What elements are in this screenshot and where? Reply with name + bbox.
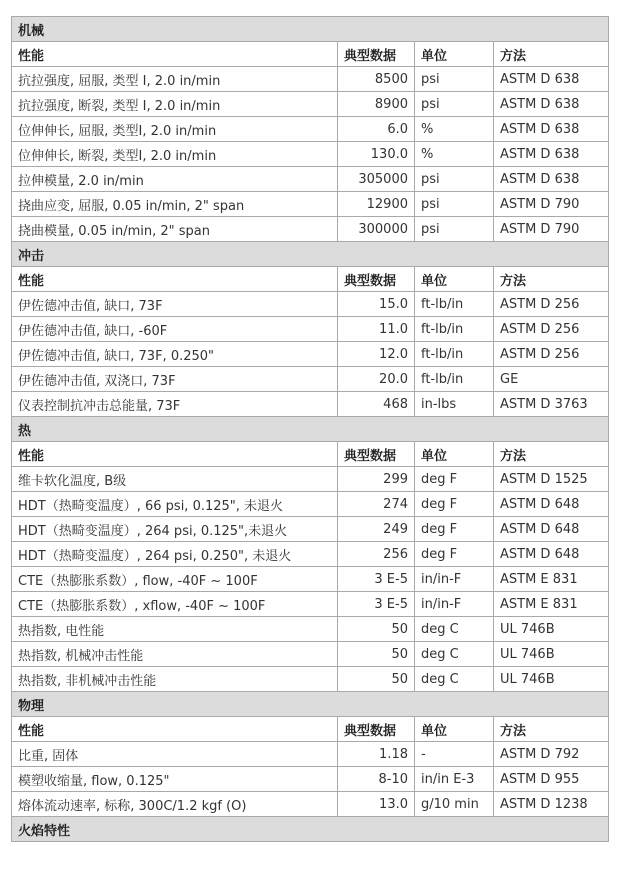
table-row xyxy=(12,67,609,92)
unit-cell: deg F xyxy=(415,492,494,517)
property-cell: HDT（热畸变温度）, 66 psi, 0.125", 未退火 xyxy=(12,492,338,517)
property-cell: 伊佐德冲击值, 双浇口, 73F xyxy=(12,367,338,392)
method-cell: GE xyxy=(494,367,609,392)
property-cell: 挠曲应变, 屈服, 0.05 in/min, 2" span xyxy=(12,192,338,217)
unit-cell: ft-lb/in xyxy=(415,342,494,367)
column-header-typical-value: 典型数据 xyxy=(338,267,415,292)
unit-cell: psi xyxy=(415,217,494,242)
value-cell: 15.0 xyxy=(338,292,415,317)
unit-cell: deg F xyxy=(415,517,494,542)
unit-cell: ft-lb/in xyxy=(415,367,494,392)
unit-cell: - xyxy=(415,742,494,767)
column-header-typical-value: 典型数据 xyxy=(338,442,415,467)
property-cell: 熔体流动速率, 标称, 300C/1.2 kgf (O) xyxy=(12,792,338,817)
property-cell: HDT（热畸变温度）, 264 psi, 0.125",未退火 xyxy=(12,517,338,542)
unit-cell: g/10 min xyxy=(415,792,494,817)
table-row xyxy=(12,167,609,192)
property-cell: 位伸伸长, 屈服, 类型I, 2.0 in/min xyxy=(12,117,338,142)
property-cell: 热指数, 机械冲击性能 xyxy=(12,642,338,667)
property-cell: 位伸伸长, 断裂, 类型I, 2.0 in/min xyxy=(12,142,338,167)
method-cell: ASTM D 955 xyxy=(494,767,609,792)
method-cell: ASTM E 831 xyxy=(494,567,609,592)
table-row xyxy=(12,667,609,692)
unit-cell: ft-lb/in xyxy=(415,292,494,317)
property-cell: 挠曲模量, 0.05 in/min, 2" span xyxy=(12,217,338,242)
method-cell: ASTM D 638 xyxy=(494,92,609,117)
column-header-unit: 单位 xyxy=(415,42,494,67)
method-cell: ASTM D 638 xyxy=(494,142,609,167)
unit-cell: in/in-F xyxy=(415,592,494,617)
property-cell: 伊佐德冲击值, 缺口, 73F, 0.250" xyxy=(12,342,338,367)
table-row xyxy=(12,92,609,117)
value-cell: 3 E-5 xyxy=(338,592,415,617)
section-title: 冲击 xyxy=(12,242,609,267)
table-row xyxy=(12,342,609,367)
section-header-thermal xyxy=(12,417,609,442)
unit-cell: in/in-F xyxy=(415,567,494,592)
property-cell: 热指数, 非机械冲击性能 xyxy=(12,667,338,692)
column-header-typical-value: 典型数据 xyxy=(338,42,415,67)
property-cell: 拉伸模量, 2.0 in/min xyxy=(12,167,338,192)
method-cell: ASTM D 638 xyxy=(494,117,609,142)
table-row xyxy=(12,542,609,567)
method-cell: ASTM D 648 xyxy=(494,542,609,567)
table-row xyxy=(12,517,609,542)
method-cell: ASTM D 1525 xyxy=(494,467,609,492)
table-row xyxy=(12,592,609,617)
table-row xyxy=(12,492,609,517)
table-row xyxy=(12,742,609,767)
section-title: 物理 xyxy=(12,692,609,717)
method-cell: UL 746B xyxy=(494,667,609,692)
unit-cell: in-lbs xyxy=(415,392,494,417)
unit-cell: deg F xyxy=(415,467,494,492)
column-header-property: 性能 xyxy=(12,717,338,742)
column-header-property: 性能 xyxy=(12,442,338,467)
property-cell: 抗拉强度, 断裂, 类型 I, 2.0 in/min xyxy=(12,92,338,117)
method-cell: ASTM D 256 xyxy=(494,317,609,342)
table-row xyxy=(12,292,609,317)
value-cell: 8-10 xyxy=(338,767,415,792)
value-cell: 300000 xyxy=(338,217,415,242)
unit-cell: psi xyxy=(415,67,494,92)
value-cell: 50 xyxy=(338,642,415,667)
property-cell: 抗拉强度, 屈服, 类型 I, 2.0 in/min xyxy=(12,67,338,92)
section-title: 火焰特性 xyxy=(12,817,609,842)
unit-cell: psi xyxy=(415,92,494,117)
value-cell: 305000 xyxy=(338,167,415,192)
section-title: 机械 xyxy=(12,17,609,42)
properties-table xyxy=(11,16,609,842)
value-cell: 20.0 xyxy=(338,367,415,392)
property-cell: 热指数, 电性能 xyxy=(12,617,338,642)
table-row xyxy=(12,792,609,817)
table-row xyxy=(12,567,609,592)
unit-cell: in/in E-3 xyxy=(415,767,494,792)
method-cell: ASTM D 790 xyxy=(494,192,609,217)
method-cell: ASTM D 648 xyxy=(494,492,609,517)
value-cell: 13.0 xyxy=(338,792,415,817)
method-cell: ASTM D 3763 xyxy=(494,392,609,417)
column-header-method: 方法 xyxy=(494,267,609,292)
method-cell: UL 746B xyxy=(494,617,609,642)
column-header-row xyxy=(12,267,609,292)
unit-cell: deg F xyxy=(415,542,494,567)
value-cell: 130.0 xyxy=(338,142,415,167)
unit-cell: % xyxy=(415,142,494,167)
section-title: 热 xyxy=(12,417,609,442)
unit-cell: deg C xyxy=(415,667,494,692)
property-cell: 伊佐德冲击值, 缺口, -60F xyxy=(12,317,338,342)
method-cell: ASTM D 1238 xyxy=(494,792,609,817)
property-cell: 模塑收缩量, flow, 0.125" xyxy=(12,767,338,792)
property-cell: CTE（热膨胀系数）, xflow, -40F ~ 100F xyxy=(12,592,338,617)
unit-cell: % xyxy=(415,117,494,142)
column-header-property: 性能 xyxy=(12,267,338,292)
table-row xyxy=(12,767,609,792)
property-cell: 比重, 固体 xyxy=(12,742,338,767)
value-cell: 274 xyxy=(338,492,415,517)
unit-cell: deg C xyxy=(415,642,494,667)
method-cell: ASTM D 256 xyxy=(494,342,609,367)
property-cell: 维卡软化温度, B级 xyxy=(12,467,338,492)
property-cell: 伊佐德冲击值, 缺口, 73F xyxy=(12,292,338,317)
table-row xyxy=(12,642,609,667)
method-cell: ASTM D 790 xyxy=(494,217,609,242)
method-cell: ASTM D 638 xyxy=(494,67,609,92)
column-header-row xyxy=(12,42,609,67)
value-cell: 3 E-5 xyxy=(338,567,415,592)
property-cell: HDT（热畸变温度）, 264 psi, 0.250", 未退火 xyxy=(12,542,338,567)
value-cell: 468 xyxy=(338,392,415,417)
property-cell: 仪表控制抗冲击总能量, 73F xyxy=(12,392,338,417)
value-cell: 12900 xyxy=(338,192,415,217)
table-row xyxy=(12,392,609,417)
section-header-impact xyxy=(12,242,609,267)
column-header-property: 性能 xyxy=(12,42,338,67)
property-cell: CTE（热膨胀系数）, flow, -40F ~ 100F xyxy=(12,567,338,592)
unit-cell: psi xyxy=(415,192,494,217)
value-cell: 1.18 xyxy=(338,742,415,767)
section-header-mechanical xyxy=(12,17,609,42)
column-header-method: 方法 xyxy=(494,442,609,467)
method-cell: ASTM D 638 xyxy=(494,167,609,192)
table-row xyxy=(12,192,609,217)
method-cell: UL 746B xyxy=(494,642,609,667)
column-header-row xyxy=(12,717,609,742)
section-header-flame xyxy=(12,817,609,842)
table-row xyxy=(12,217,609,242)
value-cell: 11.0 xyxy=(338,317,415,342)
table-row xyxy=(12,467,609,492)
column-header-typical-value: 典型数据 xyxy=(338,717,415,742)
unit-cell: deg C xyxy=(415,617,494,642)
column-header-unit: 单位 xyxy=(415,442,494,467)
value-cell: 249 xyxy=(338,517,415,542)
method-cell: ASTM D 256 xyxy=(494,292,609,317)
value-cell: 6.0 xyxy=(338,117,415,142)
column-header-method: 方法 xyxy=(494,717,609,742)
column-header-row xyxy=(12,442,609,467)
section-header-physical xyxy=(12,692,609,717)
value-cell: 256 xyxy=(338,542,415,567)
value-cell: 12.0 xyxy=(338,342,415,367)
method-cell: ASTM D 792 xyxy=(494,742,609,767)
value-cell: 8900 xyxy=(338,92,415,117)
value-cell: 50 xyxy=(338,617,415,642)
table-row xyxy=(12,117,609,142)
column-header-method: 方法 xyxy=(494,42,609,67)
table-row xyxy=(12,617,609,642)
unit-cell: ft-lb/in xyxy=(415,317,494,342)
table-row xyxy=(12,317,609,342)
value-cell: 8500 xyxy=(338,67,415,92)
table-row xyxy=(12,367,609,392)
value-cell: 50 xyxy=(338,667,415,692)
method-cell: ASTM E 831 xyxy=(494,592,609,617)
unit-cell: psi xyxy=(415,167,494,192)
value-cell: 299 xyxy=(338,467,415,492)
table-row xyxy=(12,142,609,167)
column-header-unit: 单位 xyxy=(415,267,494,292)
method-cell: ASTM D 648 xyxy=(494,517,609,542)
column-header-unit: 单位 xyxy=(415,717,494,742)
